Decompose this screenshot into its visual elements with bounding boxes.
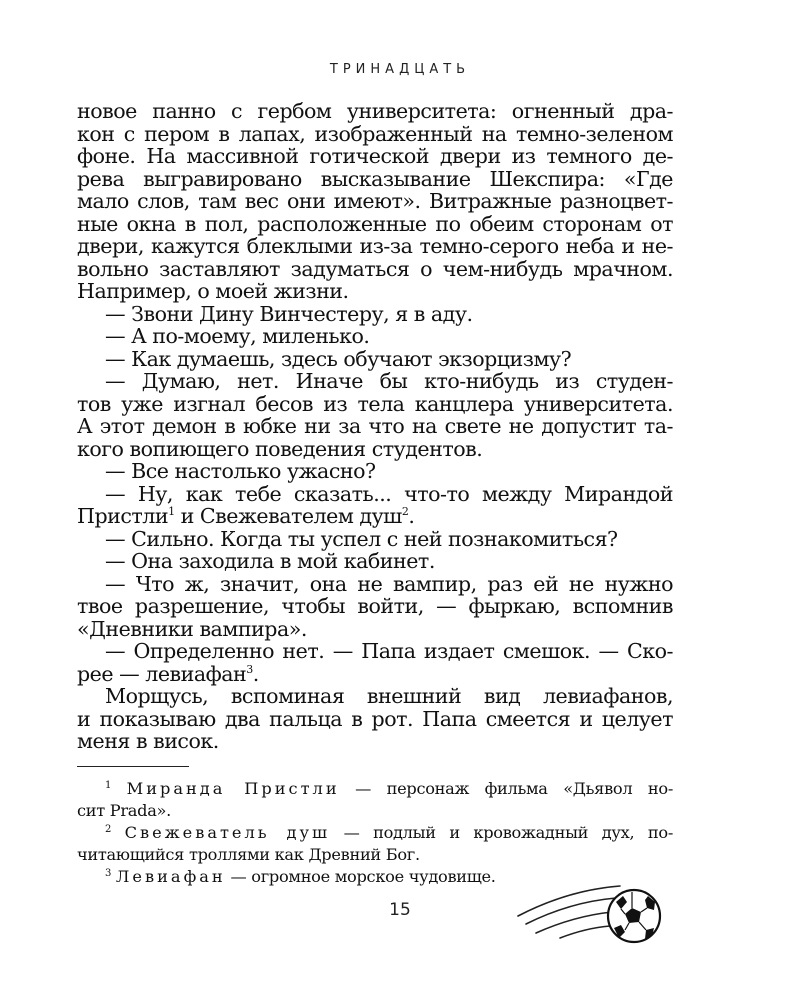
text-line: «Дневники вампира». [77, 616, 307, 641]
text-fragment: и Свежевателем душ [174, 504, 402, 528]
footnote-divider [77, 766, 189, 767]
footnote-mark: 1 [168, 505, 175, 518]
text-fragment: Пристли [77, 504, 169, 528]
text-fragment: . [252, 661, 259, 686]
text-line [77, 505, 673, 528]
page-number: 15 [389, 900, 411, 920]
body-text [77, 100, 673, 753]
footnote-number: 1 [105, 780, 112, 791]
text-line: — Что ж, значит, она не вампир, раз ей не нужно [105, 571, 673, 596]
text-line: — Думаю, нет. Иначе бы кто-нибудь из студен- [105, 369, 673, 393]
text-line: фоне. На массивной готической двери из темного де- [77, 144, 673, 168]
footnote-text: читающийся троллями как Древний Бог. [77, 845, 420, 864]
footnote-number: 3 [105, 868, 112, 879]
text-line: — Как думаешь, здесь обучают экзорцизму? [105, 346, 572, 371]
footnote-line [77, 778, 673, 800]
footnote-text: — подлый и кровожадный дух, по- [330, 823, 673, 842]
text-line: — Звони Дину Винчестеру, я в аду. [105, 301, 473, 326]
soccer-ball-icon [508, 872, 668, 952]
text-line: — Сильно. Когда ты успел с ней познакомиться? [105, 526, 618, 551]
footnote-term: Свежеватель душ [124, 823, 331, 842]
footnote-mark: 2 [401, 505, 409, 518]
running-head: ТРИНАДЦАТЬ [329, 62, 471, 77]
text-line: — Ну, как тебе сказать... что-то между Мирандой [105, 481, 673, 506]
text-line: кого вопиющего поведения студентов. [77, 436, 483, 461]
text-line: — А по-моему, миленько. [105, 324, 370, 348]
text-line: ные окна в пол, расположенные по обеим сторонам от [77, 211, 673, 236]
text-line: меня в висок. [77, 729, 219, 753]
text-line: А этот демон в юбке ни за что на свете не допустит та- [77, 414, 673, 438]
footnote-text: сит Prada». [77, 801, 171, 820]
footnote-term: Левиафан [115, 867, 226, 886]
text-fragment: рее — левиафан [77, 661, 247, 686]
footnote-line [77, 800, 673, 822]
text-line [77, 663, 673, 686]
text-line: и показываю два пальца в рот. Папа смеется и целует [77, 706, 673, 731]
footnote-text: — персонаж фильма «Дьявол но- [339, 779, 673, 798]
text-line: вольно заставляют задуматься о чем-нибудь мрачном. [77, 256, 673, 281]
footnote-line [77, 822, 673, 844]
text-line: Например, о моей жизни. [77, 279, 349, 303]
text-line: твое разрешение, чтобы войти, — фыркаю, вспомнив [77, 594, 673, 618]
text-fragment: . [408, 504, 415, 528]
footnote-mark: 3 [246, 662, 253, 676]
text-line: новое панно с гербом университета: огненный дра- [77, 99, 673, 123]
text-line: — Она заходила в мой кабинет. [105, 549, 435, 573]
text-line: — Определенно нет. — Папа издает смешок. — Ско- [105, 639, 673, 663]
footnote-line [77, 844, 673, 866]
footnote-term: Миранда Пристли [126, 779, 340, 798]
text-line: тов уже изгнал бесов из тела канцлера университета. [77, 391, 673, 416]
text-line: кон с пером в лапах, изображенный на темно-зеленом [77, 121, 673, 146]
text-line: рева выгравировано высказывание Шекспира: «Где [77, 166, 673, 191]
text-line: — Все настолько ужасно? [105, 459, 376, 483]
footnote-text: — огромное морское чудовище. [225, 867, 496, 886]
text-line: Морщусь, вспоминая внешний вид левиафанов, [105, 684, 673, 708]
footnote-number: 2 [105, 824, 112, 835]
text-line: двери, кажутся блеклыми из-за темно-серого неба и не- [77, 234, 673, 258]
text-line: мало слов, там вес они имеют». Витражные разноцвет- [77, 189, 673, 213]
